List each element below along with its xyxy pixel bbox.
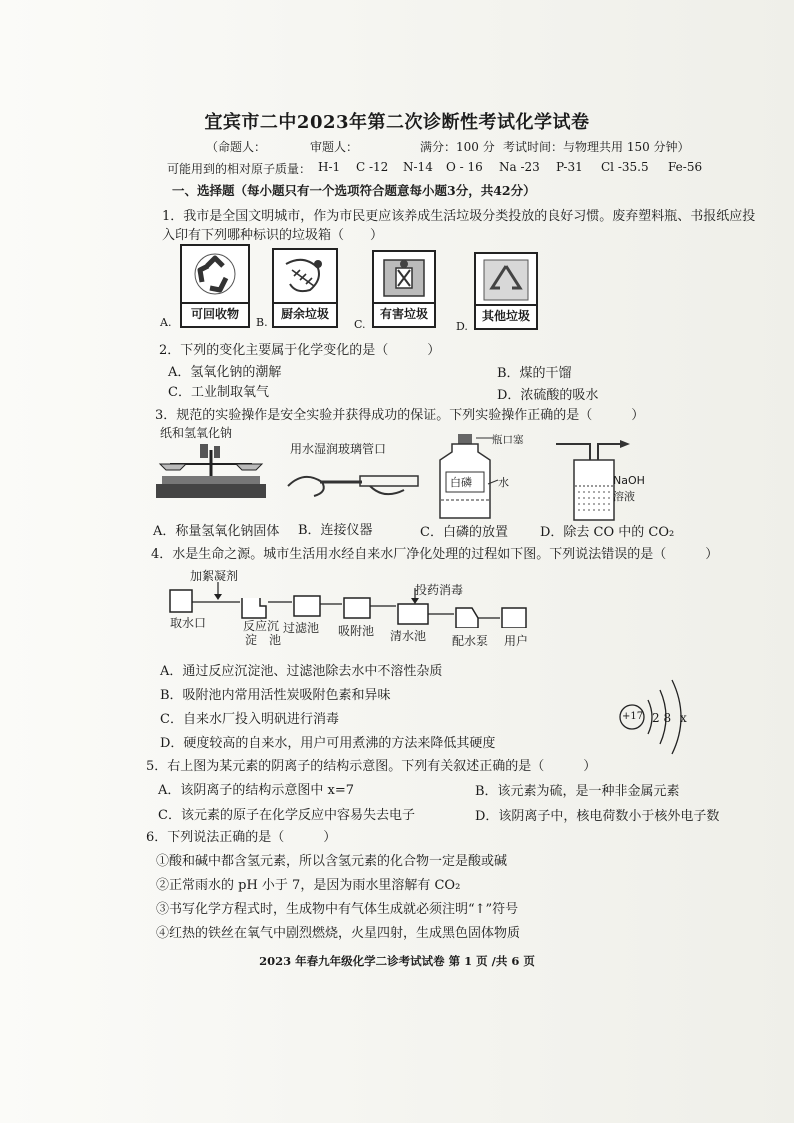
question-6-statement-3: ③书写化学方程式时，生成物中有气体生成就必须注明“↑”符号 — [156, 902, 519, 917]
flow-step-settling-2: 淀 池 — [245, 633, 282, 647]
question-3-option-b: B．连接仪器 — [298, 523, 373, 538]
figure-a-caption: 纸和氢氧化钠 — [160, 426, 233, 440]
question-6-statement-2: ②正常雨水的 pH 小于 7，是因为雨水里溶解有 CO₂ — [156, 878, 461, 893]
page-title: 宜宾市二中2023年第二次诊断性考试化学试卷 — [204, 112, 590, 133]
full-score: 满分：100 分 — [420, 140, 495, 154]
option-letter: D. — [456, 320, 468, 333]
flow-step-adsorb: 吸附池 — [338, 624, 375, 638]
question-2-option-b: B．煤的干馏 — [497, 366, 572, 381]
flocculant-label: 加絮凝剂 — [190, 569, 239, 583]
option-letter: B. — [256, 316, 268, 329]
section-heading: 一、选择题（每小题只有一个选项符合题意每小题3分，共42分） — [172, 183, 536, 198]
atomic-mass: C -12 — [356, 160, 389, 174]
outer-electrons: x — [680, 711, 687, 725]
question-2-option-d: D．浓硫酸的吸水 — [497, 388, 599, 403]
other-waste-icon — [476, 254, 536, 304]
reviewer-label: 审题人： — [310, 140, 359, 154]
flow-step-intake: 取水口 — [170, 616, 207, 630]
atomic-mass: Cl -35.5 — [601, 160, 649, 174]
question-5-option-a: A．该阴离子的结构示意图中 x=7 — [158, 783, 355, 798]
bottle-stopper-label: 瓶口塞 — [492, 434, 524, 446]
question-3-option-c: C．白磷的放置 — [420, 525, 508, 540]
question-3-option-a: A．称量氢氧化钠固体 — [153, 524, 280, 539]
question-5-stem: 5．右上图为某元素的阴离子的结构示意图。下列有关叙述正确的是（ ） — [146, 759, 597, 774]
white-phosphorus-label: 白磷 — [450, 476, 472, 489]
question-4-option-b: B．吸附池内常用活性炭吸附色素和异味 — [160, 688, 391, 703]
question-5-option-c: C．该元素的原子在化学反应中容易失去电子 — [158, 808, 415, 823]
flow-step-settling-1: 反应沉 — [243, 619, 280, 633]
water-treatment-flow — [160, 578, 540, 628]
other-waste-sign — [474, 252, 538, 330]
other-waste-label: 其他垃圾 — [476, 304, 536, 328]
question-1-stem: 1．我市是全国文明城市，作为市民更应该养成生活垃圾分类投放的良好习惯。废弃塑料瓶、书报纸应投 — [162, 209, 756, 224]
atomic-mass: O - 16 — [446, 160, 483, 174]
kitchen-waste-sign — [272, 248, 338, 328]
electron-shells: 2 8 — [652, 711, 672, 725]
question-2-option-c: C．工业制取氧气 — [168, 385, 269, 400]
question-4-option-c: C．自来水厂投入明矾进行消毒 — [160, 712, 339, 727]
question-6-statement-1: ①酸和碱中都含氢元素，所以含氢元素的化合物一定是酸或碱 — [156, 854, 508, 869]
balance-figure — [152, 440, 270, 504]
disinfection-label: 投药消毒 — [415, 583, 464, 597]
flow-step-filter: 过滤池 — [283, 621, 320, 635]
atomic-mass: Fe-56 — [668, 160, 703, 174]
recyclable-label: 可回收物 — [182, 302, 248, 326]
question-4-stem: 4．水是生命之源。城市生活用水经自来水厂净化处理的过程如下图。下列说法错误的是（ ） — [151, 547, 719, 562]
question-4-option-a: A．通过反应沉淀池、过滤池除去水中不溶性杂质 — [160, 664, 443, 679]
flow-step-clear-water: 清水池 — [390, 629, 427, 643]
question-5-option-d: D．该阴离子中，核电荷数小于核外电子数 — [475, 809, 720, 824]
flow-step-pump: 配水泵 — [452, 634, 489, 648]
battery-icon — [374, 252, 434, 302]
exam-time: 考试时间：与物理共用 150 分钟） — [503, 140, 690, 154]
question-4-option-d: D．硬度较高的自来水，用户可用煮沸的方法来降低其硬度 — [160, 736, 496, 751]
author-label: （命题人： — [206, 140, 267, 154]
atomic-mass: H-1 — [318, 160, 341, 174]
page-footer: 2023 年春九年级化学二诊考试试卷 第 1 页 /共 6 页 — [259, 954, 535, 968]
atomic-mass: N-14 — [403, 160, 433, 174]
question-6-statement-4: ④红热的铁丝在氧气中剧烈燃烧，火星四射，生成黑色固体物质 — [156, 926, 521, 941]
kitchen-waste-label: 厨余垃圾 — [274, 302, 336, 326]
flow-step-user: 用户 — [504, 634, 529, 648]
question-2-option-a: A．氢氧化钠的潮解 — [168, 365, 282, 380]
atomic-mass: P-31 — [556, 160, 583, 174]
hazardous-waste-sign — [372, 250, 436, 328]
question-3-stem: 3．规范的实验操作是安全实验并获得成功的保证。下列实验操作正确的是（ ） — [155, 408, 645, 423]
solution-label: 溶液 — [613, 490, 635, 503]
option-letter: A. — [160, 316, 172, 329]
option-letter: C. — [354, 318, 366, 331]
recyclable-sign — [180, 244, 250, 328]
nucleus-charge: +17 — [622, 711, 644, 722]
question-3-option-d: D．除去 CO 中的 CO₂ — [540, 525, 675, 540]
tube-connect-figure — [284, 456, 420, 502]
fish-bone-icon — [274, 250, 336, 302]
question-1-stem-cont: 入印有下列哪种标识的垃圾箱（ ） — [162, 228, 384, 243]
atomic-masses-label: 可能用到的相对原子质量： — [167, 162, 312, 176]
figure-b-caption: 用水湿润玻璃管口 — [290, 442, 387, 456]
question-5-option-b: B．该元素为硫，是一种非金属元素 — [475, 784, 680, 799]
atomic-mass: Na -23 — [499, 160, 540, 174]
question-6-stem: 6．下列说法正确的是（ ） — [146, 830, 337, 845]
question-2-stem: 2．下列的变化主要属于化学变化的是（ ） — [159, 343, 441, 358]
water-label: 水 — [498, 476, 509, 489]
recycle-icon — [182, 246, 248, 302]
naoh-label: NaOH — [613, 474, 645, 487]
hazardous-waste-label: 有害垃圾 — [374, 302, 434, 326]
